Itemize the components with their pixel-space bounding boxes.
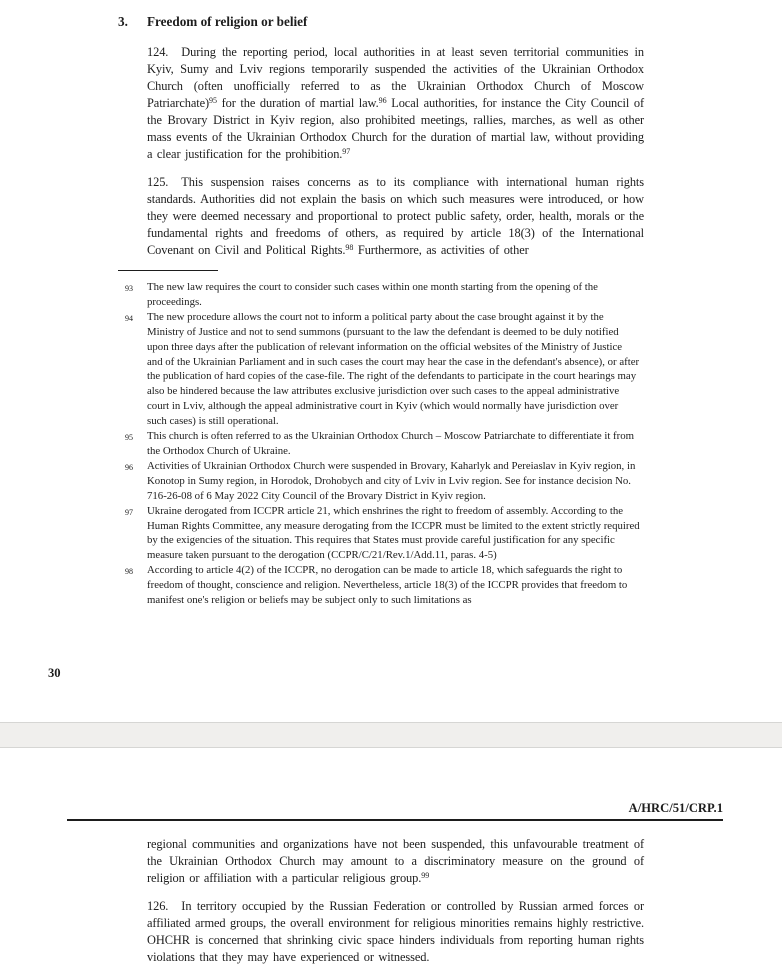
paragraph-number: 124. bbox=[147, 45, 169, 59]
paragraph-text: Furthermore, as activities of other bbox=[353, 243, 529, 257]
paragraph-text: During the reporting period, local authorities in at least seven territorial communities in Kyiv, Sumy and Lviv regions temporarily suspended the activities of the Ukrainian Orthodox Church (often unofficially referred to as the Ukrainian Orthodox Church of Moscow Patriarchate) bbox=[147, 45, 644, 110]
page-header bbox=[0, 748, 782, 821]
footnote-number: 97 bbox=[125, 507, 133, 517]
footnote-text: The new law requires the court to consider such cases within one month starting from the opening of the proceedings. bbox=[147, 281, 598, 308]
footnote-97 bbox=[125, 504, 644, 564]
section-number: 3. bbox=[118, 14, 128, 29]
footnote-text: Ukraine derogated from ICCPR article 21, which enshrines the right to freedom of assembly. According to the Human Rights Committee, any measure derogating from the ICCPR must be limited to the extent strictly required by the exigencies of the situation. This requires that States must provide careful justification for any specific measure taken pursuant to the derogation (CCPR/C/21/Rev.1/Add.11, paras. 4-5) bbox=[147, 504, 640, 562]
paragraph-124 bbox=[147, 44, 644, 163]
footnote-ref-97: 97 bbox=[342, 147, 351, 156]
page-number: 30 bbox=[48, 666, 61, 680]
paragraph-125-continuation bbox=[147, 836, 644, 887]
footnote-98 bbox=[125, 563, 644, 608]
footnote-ref-95: 95 bbox=[209, 96, 217, 105]
footnote-ref-96: 96 bbox=[378, 96, 387, 105]
document-page-31 bbox=[0, 748, 782, 970]
footnote-ref-99: 99 bbox=[421, 871, 430, 880]
page-gap-separator bbox=[0, 722, 782, 748]
paragraph-text: This suspension raises concerns as to its compliance with international human rights standards. Authorities did not explain the basis on which such measures were introduced, or how they were deemed necessary and proportional to protect public safety, order, health, morals or the fundamental rights and freedoms of others, as required by article 18(3) of the International Covenant on Civil and Political Rights. bbox=[147, 175, 644, 257]
footnote-text: The new procedure allows the court not to inform a political party about the case brought against it by the Ministry of Justice and not to send summons (pursuant to the law the defendant is deemed to be duly notified upon three days after the publication of relevant information on the official websites of the Ministry of Justice and of the Ukrainian Parliament and in such cases the court may hear the case in the defendant's absence), or after the publication of hard copies of the case-file. The right of the defendants to participate in the court hearings may also be hindered because the law attributes exclusive jurisdiction over such cases to the appeal administrative court in Lviv, although the appeal administrative court in Kyiv (which would normally have jurisdiction over such cases) is still operational. bbox=[147, 310, 640, 428]
footnote-number: 94 bbox=[125, 313, 133, 323]
footnote-separator bbox=[118, 270, 218, 271]
paragraph-126 bbox=[147, 898, 644, 966]
section-heading bbox=[118, 13, 644, 31]
paragraph-text: regional communities and organizations have not been suspended, this unfavourable treatment of the Ukrainian Orthodox Church may amount to a discriminatory measure on the ground of religion or affiliation with a particular religious group. bbox=[147, 837, 644, 885]
footnote-95 bbox=[125, 429, 644, 459]
footnote-ref-98: 98 bbox=[345, 243, 354, 252]
paragraph-text: for the duration of martial law. bbox=[217, 96, 379, 110]
section-title: Freedom of religion or belief bbox=[147, 14, 308, 29]
footnote-text: According to article 4(2) of the ICCPR, no derogation can be made to article 18, which safeguards the right to freedom of thought, conscience and religion. Nevertheless, article 18(3) of the ICCPR provides that freedom to manifest one's religion or beliefs may be subject only to such limitations as bbox=[147, 564, 628, 607]
footnote-number: 95 bbox=[125, 433, 133, 443]
footnote-94 bbox=[125, 310, 644, 429]
paragraph-text: Local authorities, for instance the City Council of the Brovary District in Kyiv region, also prohibited meetings, rallies, marches, as well as other mass events of the Ukrainian Orthodox Church for the duration of martial law, without providing a clear justification for the prohibition. bbox=[147, 96, 644, 161]
paragraph-number: 125. bbox=[147, 175, 169, 189]
footnote-96 bbox=[125, 459, 644, 504]
footnote-93 bbox=[125, 280, 644, 310]
paragraph-125 bbox=[147, 174, 644, 259]
footnote-area bbox=[125, 280, 644, 608]
footnote-number: 93 bbox=[125, 284, 133, 293]
footnote-text: Activities of Ukrainian Orthodox Church were suspended in Brovary, Kaharlyk and Pereiaslav in Kyiv region, in Konotop in Sumy region, in Horodok, Drohobych and city of Lviv in Lviv region. See for instance decision No. 716-26-08 of 6 May 2022 City Council of the Brovary District in Kyiv region. bbox=[147, 459, 636, 502]
document-symbol: A/HRC/51/CRP.1 bbox=[628, 801, 723, 815]
footnote-number: 98 bbox=[125, 567, 133, 577]
footnote-text: This church is often referred to as the Ukrainian Orthodox Church – Moscow Patriarchate to differentiate it from the Orthodox Church of Ukraine. bbox=[147, 430, 635, 457]
paragraph-number: 126. bbox=[147, 899, 169, 913]
paragraph-text: In territory occupied by the Russian Federation or controlled by Russian armed forces or affiliated armed groups, the overall environment for religious minorities remains highly restrictive. OHCHR is concerned that shrinking civic space hinders individuals from reporting human rights violations that they may have experienced or witnessed. bbox=[147, 899, 644, 964]
footnote-number: 96 bbox=[125, 462, 133, 472]
